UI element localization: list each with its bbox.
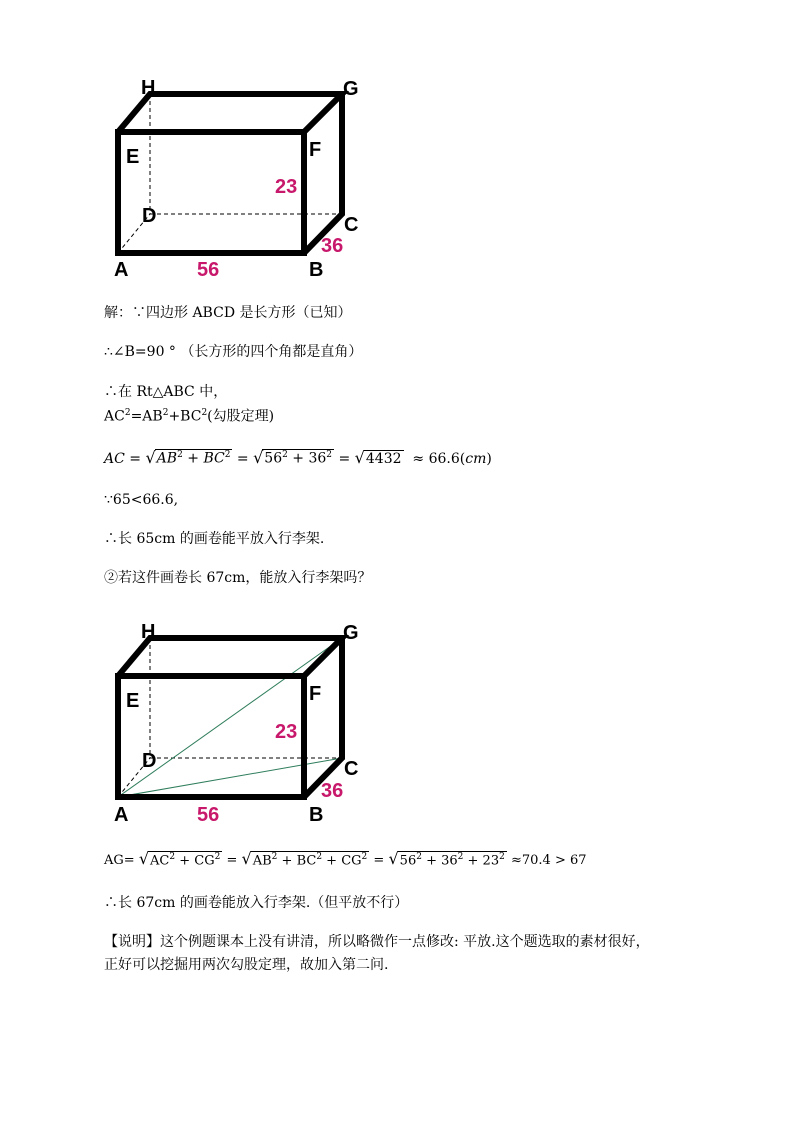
solution-line-6: ∴长 65cm 的画卷能平放入行李架. <box>104 531 325 547</box>
vertex-A: A <box>114 804 129 826</box>
vertex-D: D <box>142 205 157 227</box>
vertex-E: E <box>126 146 140 168</box>
vertex-A: A <box>114 259 129 281</box>
formula-ag: $AG= √AC^2 + CG^2 = √AB^2 + BC^2 + CG^2 = √56^2 + 36^2 + 23^2 \approx 70.4 > 67$ <box>104 849 587 868</box>
note-line-2: 正好可以挖掘用两次勾股定理，故加入第二问. <box>104 957 389 973</box>
width-label: 36 <box>321 235 344 257</box>
vertex-C: C <box>344 214 359 236</box>
length-label: 56 <box>197 259 220 281</box>
note-line-1: 【说明】这个例题课本上没有讲清，所以略微作一点修改: 平放.这个题选取的素材很好， <box>104 934 650 950</box>
solution-line-1: 解：∵四边形 ABCD 是长方形（已知） <box>104 305 352 321</box>
vertex-H: H <box>141 621 156 643</box>
vertex-C: C <box>344 758 359 780</box>
question-2: ②若这件画卷长 67cm，能放入行李架吗？ <box>104 570 372 586</box>
vertex-E: E <box>126 690 140 712</box>
vertex-G: G <box>343 622 359 644</box>
height-label: 23 <box>275 176 298 198</box>
width-label: 36 <box>321 780 344 802</box>
solution-line-5: ∵65<66.6, <box>104 492 179 508</box>
formula-ac: AC = $√AB^2 + BC^2 = √56^2 + 36^2 = √4432 \approx 66.6(cm)$ <box>104 448 492 467</box>
vertex-G: G <box>343 78 359 100</box>
vertex-F: F <box>309 139 322 161</box>
vertex-D: D <box>142 750 157 772</box>
vertex-B: B <box>309 259 324 281</box>
length-label: 56 <box>197 804 220 826</box>
right-face <box>304 638 342 797</box>
solution-line-2: ∴∠B=90 ° （长方形的四个角都是直角） <box>104 344 363 360</box>
vertex-H: H <box>141 77 156 99</box>
right-face <box>304 94 342 253</box>
solution-line-4: $AC^2=AB^2+BC^2$(勾股定理) <box>104 408 275 425</box>
conclusion-2: ∴长 67cm 的画卷能放入行李架.（但平放不行） <box>104 895 409 911</box>
solution-line-3: ∴在 Rt△ABC 中， <box>104 384 228 400</box>
diagonal-AG <box>118 638 342 797</box>
height-label: 23 <box>275 721 298 743</box>
vertex-B: B <box>309 804 324 826</box>
vertex-F: F <box>309 683 322 705</box>
